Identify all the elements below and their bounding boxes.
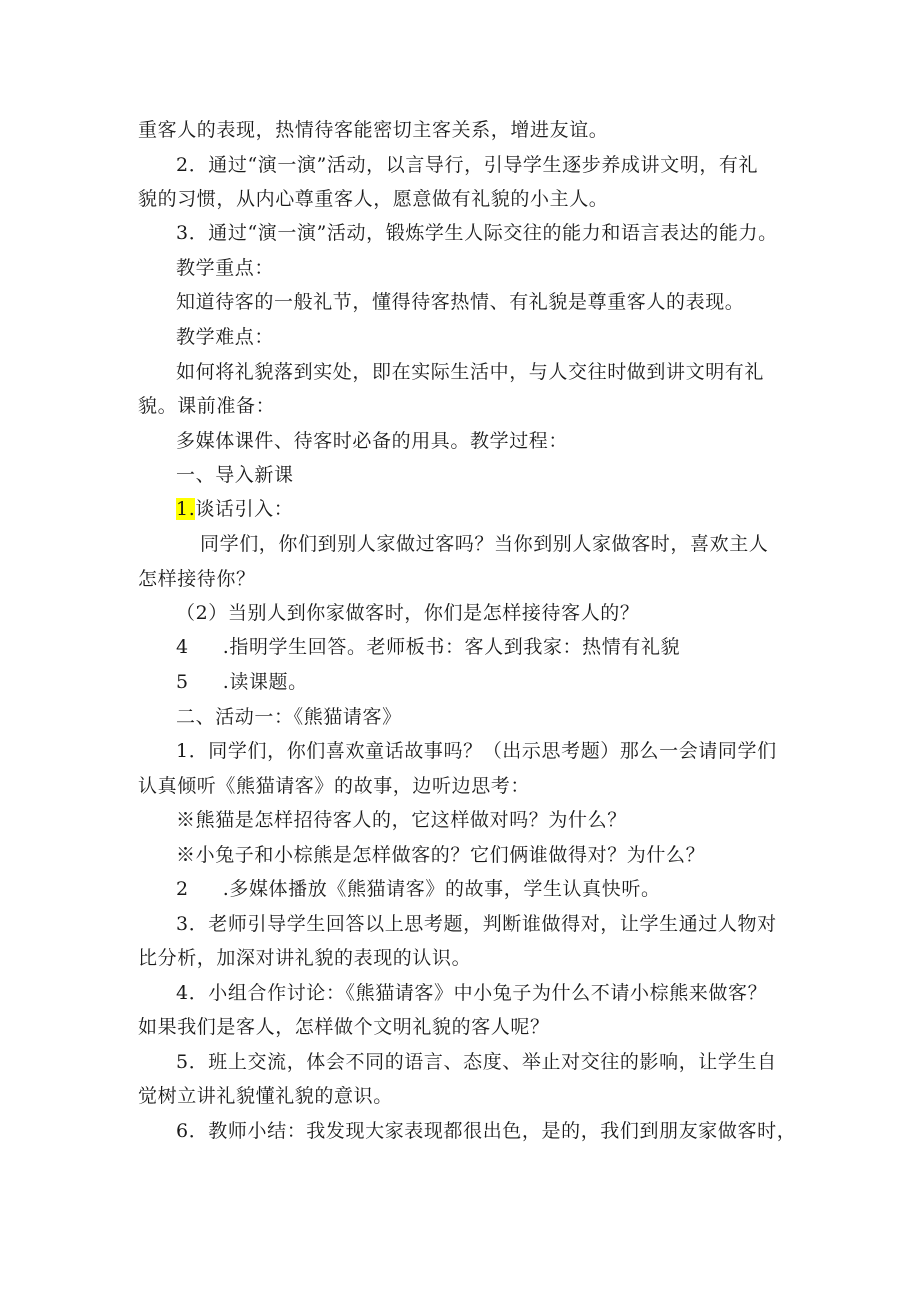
section-heading: 一、导入新课: [176, 464, 294, 486]
text-line: 6．教师小结：我发现大家表现都很出色，是的，我们到朋友家做客时，: [176, 1120, 797, 1142]
list-item: [176, 497, 293, 521]
text-line: 如果我们是客人，怎样做个文明礼貌的客人呢？: [138, 1016, 550, 1038]
text-line: 怎样接待你？: [138, 568, 256, 590]
text-line: 1．同学们，你们喜欢童话故事吗？（出示思考题）那么一会请同学们: [176, 740, 777, 762]
text-line: 如何将礼貌落到实处，即在实际生活中，与人交往时做到讲文明有礼: [176, 361, 765, 383]
list-item-text: 谈话引入：: [195, 498, 294, 520]
text-line: 觉树立讲礼貌懂礼貌的意识。: [138, 1085, 393, 1107]
list-item-text: .多媒体播放《熊猫请客》的故事，学生认真快听。: [222, 878, 661, 900]
item-number: 4: [176, 636, 189, 658]
text-line: 4．小组合作讨论：《熊猫请客》中小兔子为什么不请小棕熊来做客？: [176, 982, 768, 1004]
text-line: 5．班上交流，体会不同的语言、态度、举止对交往的影响，让学生自: [176, 1051, 777, 1073]
text-line: （2）当别人到你家做客时，你们是怎样接待客人的？: [176, 602, 640, 624]
text-line: 知道待客的一般礼节，懂得待客热情、有礼貌是尊重客人的表现。: [176, 291, 745, 313]
item-number: 5: [176, 671, 189, 693]
list-item-text: .指明学生回答。老师板书：客人到我家：热情有礼貌: [222, 636, 681, 658]
text-line: 2．通过“演一演”活动，以言导行，引导学生逐步养成讲文明，有礼: [176, 154, 759, 176]
text-line: 重客人的表现，热情待客能密切主客关系，增进友谊。: [138, 119, 609, 141]
list-item: [176, 877, 661, 901]
highlighted-number: 1.: [176, 498, 196, 520]
section-heading: 二、活动一：《熊猫请客》: [176, 706, 402, 728]
text-line: 貌的习惯，从内心尊重客人，愿意做有礼貌的小主人。: [138, 188, 609, 210]
list-item: [176, 635, 680, 659]
list-item-text: .读课题。: [222, 671, 308, 693]
text-line: 认真倾听《熊猫请客》的故事，边听边思考：: [138, 775, 531, 797]
text-line: ※小兔子和小棕熊是怎样做客的？它们俩谁做得对？为什么？: [176, 844, 706, 866]
text-line: ※熊猫是怎样招待客人的，它这样做对吗？为什么？: [176, 809, 627, 831]
text-line: 貌。课前准备：: [138, 395, 276, 417]
list-item: [176, 670, 308, 694]
text-line: 同学们，你们到别人家做过客吗？当你到别人家做客时，喜欢主人: [200, 533, 769, 555]
text-line: 3．通过“演一演”活动，锻炼学生人际交往的能力和语言表达的能力。: [176, 222, 778, 244]
text-line: 比分析，加深对讲礼貌的表现的认识。: [138, 947, 472, 969]
text-line: 3．老师引导学生回答以上思考题，判断谁做得对，让学生通过人物对: [176, 913, 777, 935]
text-line: 多媒体课件、待客时必备的用具。教学过程：: [176, 430, 569, 452]
section-heading: 教学重点：: [176, 257, 275, 279]
item-number: 2: [176, 878, 189, 900]
section-heading: 教学难点：: [176, 326, 275, 348]
